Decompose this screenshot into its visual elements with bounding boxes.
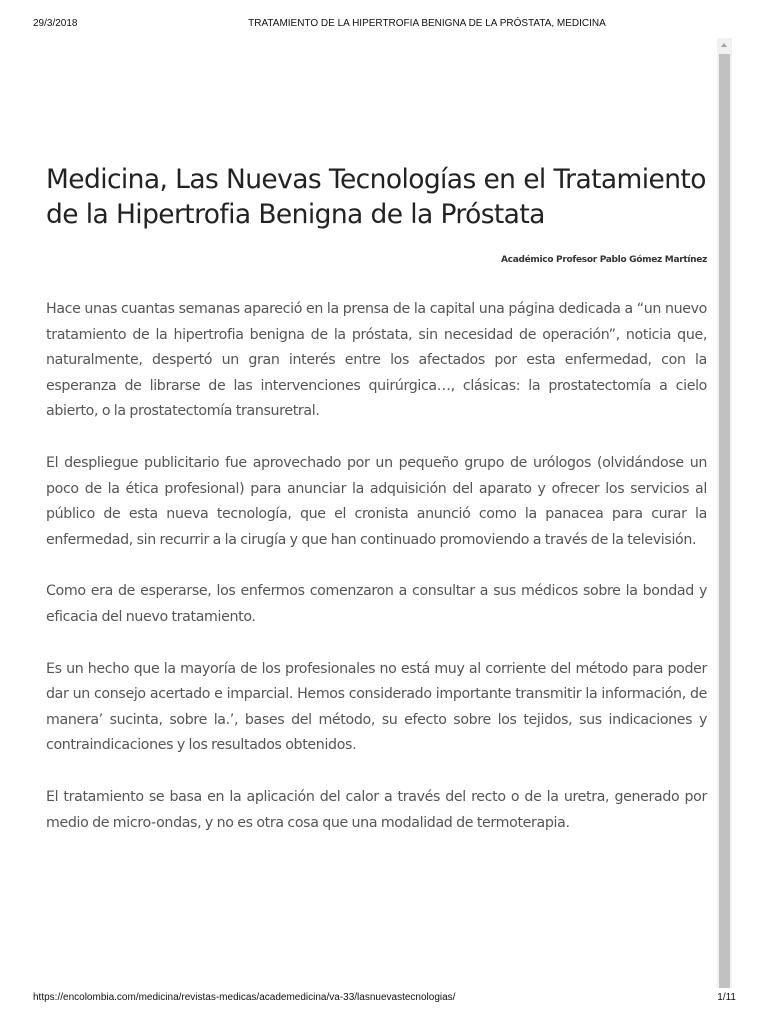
vertical-scrollbar[interactable]: [717, 38, 732, 988]
article-title: Medicina, Las Nuevas Tecnologías en el Tratamiento de la Hipertrofia Benigna de la Próstata: [46, 164, 706, 230]
article-body: [46, 297, 707, 836]
page-number: 1/11: [717, 992, 736, 1003]
article-byline: Académico Profesor Pablo Gómez Martínez: [501, 255, 707, 265]
paragraph: El tratamiento se basa en la aplicación del calor a través del recto o de la uretra, generado por medio de micro-ondas, y no es otra cosa que una modalidad de termoterapia.: [46, 788, 707, 831]
scrollbar-thumb[interactable]: [719, 54, 730, 988]
print-date: 29/3/2018: [33, 18, 78, 29]
paragraph: Hace unas cuantas semanas apareció en la prensa de la capital una página dedicada a “un nuevo tratamiento de la hipertrofia benigna de la próstata, sin necesidad de operación”, noticia que, naturalmente, despertó un gran interés entre los afectados por esta enfermedad, con la esperanza de librarse de las intervenciones quirúrgica…, clásicas: la prostatectomía a cielo abierto, o la prostatectomía transuretral.: [46, 301, 707, 420]
print-title: TRATAMIENTO DE LA HIPERTROFIA BENIGNA DE LA PRÓSTATA, MEDICINA: [248, 18, 606, 29]
scroll-up-arrow-icon[interactable]: [717, 38, 732, 52]
paragraph: Es un hecho que la mayoría de los profesionales no está muy al corriente del método para poder dar un consejo acertado e imparcial. Hemos considerado importante transmitir la información, de manera’ sucinta, sobre la.’, bases del método, su efecto sobre los tejidos, sus indicaciones y contraindicaciones y los resultados obtenidos.: [46, 660, 707, 754]
paragraph: Como era de esperarse, los enfermos comenzaron a consultar a sus médicos sobre la bondad y eficacia del nuevo tratamiento.: [46, 583, 707, 625]
print-header: [0, 18, 768, 32]
paragraph: El despliegue publicitario fue aprovechado por un pequeño grupo de urólogos (olvidándose un poco de la ética profesional) para anunciar la adquisición del aparato y ofrecer los servicios al público de esta nueva tecnología, que el cronista anunció como la panacea para curar la enfermedad, sin recurrir a la cirugía y que han continuado promoviendo a través de la televisión.: [46, 454, 707, 548]
print-url: https://encolombia.com/medicina/revistas-medicas/academedicina/va-33/lasnuevastecnologias/: [33, 992, 456, 1003]
article: [46, 162, 707, 862]
